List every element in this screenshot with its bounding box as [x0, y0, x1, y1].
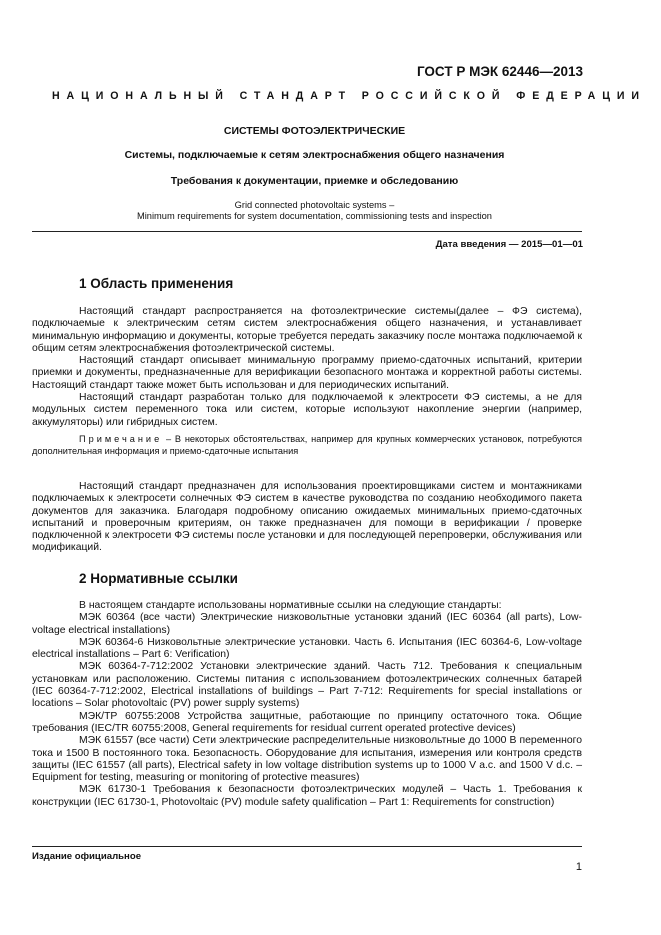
section-1-paragraph-1: Настоящий стандарт распространяется на фотоэлектрические системы(далее – ФЭ система), подключаемые к электрическим сетям систем электроснабжения общего назначения, и устанавливает минимальную информацию и документы, которые требуется передать заказчику после монтажа подключаемой к общим сетям электроснабжения фотоэлектрической системы. [32, 306, 582, 354]
standard-title: СИСТЕМЫ ФОТОЭЛЕКТРИЧЕСКИЕ [223, 125, 406, 137]
section-2-heading: 2 Нормативные ссылки [79, 571, 238, 586]
header-divider [32, 231, 582, 232]
introduction-date: Дата введения — 2015—01—01 [435, 239, 583, 250]
official-edition-label: Издание официальное [32, 851, 142, 862]
section-1-body-continued [32, 481, 582, 555]
section-2-intro: В настоящем стандарте использованы нормативные ссылки на следующие стандарты: [79, 600, 502, 611]
section-2-body [32, 600, 582, 809]
normative-reference-item: МЭК 60364 (все части) Электрические низковольтные установки зданий (IEC 60364 (all parts), Low-voltage electrical installations) [32, 612, 582, 636]
english-title-line-1: Grid connected photovoltaic systems – [234, 200, 395, 210]
section-1-body [32, 306, 582, 457]
normative-reference-item: МЭК 61557 (все части) Сети электрические распределительные низковольтные до 1000 В переменного тока и 1500 В постоянного тока. Безопасность. Оборудование для испытания, измерения или контроля средств защиты (IEC 61557 (all parts), Electrical safety in low voltage distribution systems up to 1000 V a.c. and 1500 V d.c. – Equipment for testing, measuring or monitoring of protective measures) [32, 735, 582, 784]
footer-divider [32, 846, 582, 847]
note-text: – В некоторых обстоятельствах, например для крупных коммерческих установок, потребуются дополнительная информация и приемо-сдаточные испытания [32, 433, 582, 456]
normative-reference-item: МЭК/TP 60755:2008 Устройства защитные, работающие по принципу остаточного тока. Общие требования (IEC/TR 60755:2008, General requirements for residual current operated protective devices) [32, 710, 582, 734]
note-label: Примечание [79, 433, 163, 444]
document-code: ГОСТ Р МЭК 62446—2013 [416, 64, 583, 79]
standard-subtitle-2: Требования к документации, приемке и обследованию [170, 175, 459, 187]
section-1-paragraph-4: Настоящий стандарт предназначен для использования проектировщиками систем и монтажниками подключаемых к электросети солнечных ФЭ систем в качестве руководства по созданию необходимого пакета документов для заказчика. Благодаря подробному описанию ожидаемых минимальных приемо-сдаточных испытаний и проверочным критериям, он также предназначен для помощи в верификации / проверке подключенной к электросети ФЭ системы после установки и для последующей перепроверки, обслуживания или модификаций. [32, 481, 582, 554]
normative-reference-item: МЭК 61730-1 Требования к безопасности фотоэлектрических модулей – Часть 1. Требования к конструкции (IEC 61730-1, Photovoltaic (PV) module safety qualification – Part 1: Requirements for construction) [32, 784, 582, 808]
english-title-line-2: Minimum requirements for system documentation, commissioning tests and inspection [137, 211, 492, 221]
normative-reference-item: МЭК 60364-6 Низковольтные электрические установки. Часть 6. Испытания (IEC 60364-6, Low-voltage electrical installations – Part 6: Verification) [32, 636, 582, 661]
section-1-paragraph-3: Настоящий стандарт разработан только для подключаемой к электросети ФЭ системы, а не для модульных систем переменного тока или систем, которые используют накопление энергии (например, аккумуляторы) или гибридных систем. [32, 392, 582, 428]
section-1-note [32, 434, 582, 457]
standard-subtitle: Системы, подключаемые к сетям электроснабжения общего назначения [124, 149, 505, 161]
section-1-paragraph-2: Настоящий стандарт описывает минимальную программу приемо-сдаточных испытаний, критерии приемки и документы, предназначенные для верификации безопасного монтажа и корректной работы системы. Настоящий стандарт также может быть использован и для периодических испытаний. [32, 355, 582, 391]
page-number: 1 [575, 861, 582, 873]
normative-reference-item: МЭК 60364-7-712:2002 Установки электрические зданий. Часть 712. Требования к специальным установкам или расположению. Системы питания с использованием фотоэлектрических солнечных батарей (IEC 60364-7-712:2002, Electrical installations of buildings – Part 7-712: Requirements for special installations or locations – Solar photovoltaic (PV) power supply systems) [32, 661, 582, 710]
national-standard-banner: НАЦИОНАЛЬНЫЙ СТАНДАРТ РОССИЙСКОЙ ФЕДЕРАЦИИ [52, 90, 646, 102]
section-1-heading: 1 Область применения [79, 276, 234, 291]
